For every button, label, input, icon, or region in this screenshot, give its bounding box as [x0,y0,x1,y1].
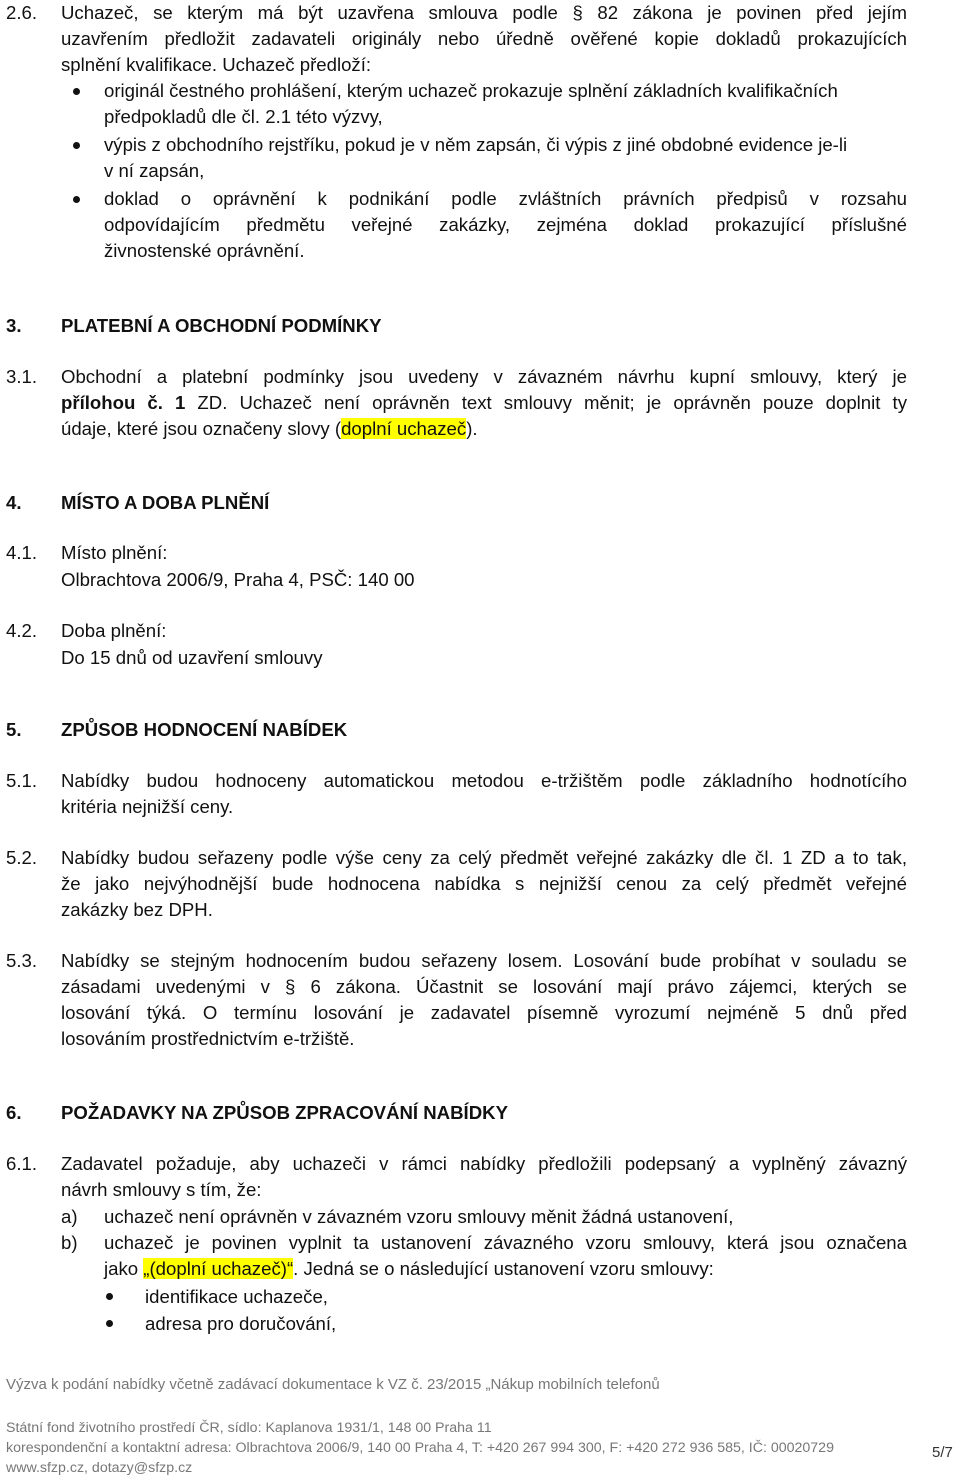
paragraph-line: losování týká. O termínu losování je zadavatel písemně vyrozumí nejméně 5 dnů před [61,1002,907,1023]
heading-number: 5. [6,719,22,740]
list-item: doklad o oprávnění k podnikání podle zvláštních právních předpisů v rozsahu [104,188,907,209]
section-heading: PLATEBNÍ A OBCHODNÍ PODMÍNKY [61,315,382,336]
paragraph-line: údaje, které jsou označeny slovy (doplní uchazeč). [61,418,478,439]
field-label: Místo plnění: [61,542,168,563]
section-number: 2.6. [6,2,38,23]
paragraph-line: zásadami uvedenými v § 6 zákona. Účastnit se losování mají právo zájemci, kterých se [61,976,907,997]
section-number: 4.2. [6,620,38,641]
list-item-cont: v ní zapsán, [104,160,205,181]
paragraph-line: Zadavatel požaduje, aby uchazeči v rámci nabídky předložili podepsaný a vyplněný závazný [61,1153,907,1174]
bullet-icon [73,196,83,206]
bullet-icon [106,1293,116,1303]
paragraph-line: kritéria nejnižší ceny. [61,796,234,817]
bullet-icon [73,142,83,152]
section-sign-icon: § [285,976,296,997]
section-number: 4.1. [6,542,38,563]
footer-web: www.sfzp.cz, dotazy@sfzp.cz [6,1460,193,1476]
field-value: Olbrachtova 2006/9, Praha 4, PSČ: 140 00 [61,569,415,590]
section-number: 5.3. [6,950,38,971]
paragraph-line: přílohou č. 1 ZD. Uchazeč není oprávněn text smlouvy měnit; je oprávněn pouze doplnit ty [61,392,907,413]
highlight: doplní uchazeč [341,418,467,439]
section-heading: ZPŮSOB HODNOCENÍ NABÍDEK [61,719,348,740]
footer-org-info [6,1418,834,1478]
list-item-cont: živnostenské oprávnění. [104,240,305,261]
paragraph-line: že jako nejvýhodnější bude hodnocena nabídka s nejnižší cenou za celý předmět veřejné [61,873,907,894]
list-item-cont: předpokladů dle čl. 2.1 této výzvy, [104,106,383,127]
heading-number: 4. [6,492,22,513]
bullet-icon [106,1320,116,1330]
footer-contact: korespondenční a kontaktní adresa: Olbrachtova 2006/9, 140 00 Praha 4, T: +420 267 994 300, F: +420 272 936 585, IČ: 00020729 [6,1440,834,1456]
list-item: výpis z obchodního rejstříku, pokud je v něm zapsán, či výpis z jiné obdobné evidence je-li [104,134,848,155]
paragraph-line: losováním prostřednictvím e-tržiště. [61,1028,355,1049]
list-item: originál čestného prohlášení, kterým uchazeč prokazuje splnění základních kvalifikačních [104,80,838,101]
section-number: 6.1. [6,1153,38,1174]
paragraph-line: zakázky bez DPH. [61,899,213,920]
field-value: Do 15 dnů od uzavření smlouvy [61,647,323,668]
paragraph-line: splnění kvalifikace. Uchazeč předloží: [61,54,372,75]
highlight: „(doplní uchazeč)“ [143,1258,294,1279]
page-number: 5/7 [932,1444,953,1461]
list-item-cont: jako „(doplní uchazeč)“. Jedná se o následující ustanovení vzoru smlouvy: [104,1258,714,1279]
paragraph-line: Obchodní a platební podmínky jsou uvedeny v závazném návrhu kupní smlouvy, který je [61,366,907,387]
list-label: b) [61,1232,78,1253]
field-label: Doba plnění: [61,620,167,641]
section-number: 3.1. [6,366,38,387]
list-item-cont: odpovídajícím předmětu veřejné zakázky, zejména doklad prokazující příslušné [104,214,907,235]
paragraph-line: Nabídky budou seřazeny podle výše ceny za celý předmět veřejné zakázky dle čl. 1 ZD a to tak, [61,847,907,868]
list-label: a) [61,1206,78,1227]
paragraph-line: návrh smlouvy s tím, že: [61,1179,262,1200]
list-item: uchazeč je povinen vyplnit ta ustanovení závazného vzoru smlouvy, která jsou označena [104,1232,907,1253]
footer-org: Státní fond životního prostředí ČR, sídlo: Kaplanova 1931/1, 148 00 Praha 11 [6,1420,492,1436]
bullet-icon [73,88,83,98]
list-item: uchazeč není oprávněn v závazném vzoru smlouvy měnit žádná ustanovení, [104,1206,734,1227]
heading-number: 3. [6,315,22,336]
paragraph-line: Nabídky budou hodnoceny automatickou metodou e-tržištěm podle základního hodnotícího [61,770,907,791]
sub-list-item: adresa pro doručování, [145,1313,337,1334]
heading-number: 6. [6,1102,22,1123]
section-number: 5.1. [6,770,38,791]
section-sign-icon: § [572,2,583,23]
paragraph-line: Uchazeč, se kterým má být uzavřena smlouva podle § 82 zákona je povinen před jejím [61,2,908,23]
section-heading: MÍSTO A DOBA PLNĚNÍ [61,492,270,513]
footer-doc-title: Výzva k podání nabídky včetně zadávací dokumentace k VZ č. 23/2015 „Nákup mobilních telefonů [6,1376,660,1393]
paragraph-line: uzavřením předložit zadavateli originály nebo úředně ověřené kopie dokladů prokazujících [61,28,907,49]
sub-list-item: identifikace uchazeče, [145,1286,328,1307]
paragraph-line: Nabídky se stejným hodnocením budou seřazeny losem. Losování bude probíhat v souladu se [61,950,907,971]
section-number: 5.2. [6,847,38,868]
section-heading: POŽADAVKY NA ZPŮSOB ZPRACOVÁNÍ NABÍDKY [61,1102,508,1123]
